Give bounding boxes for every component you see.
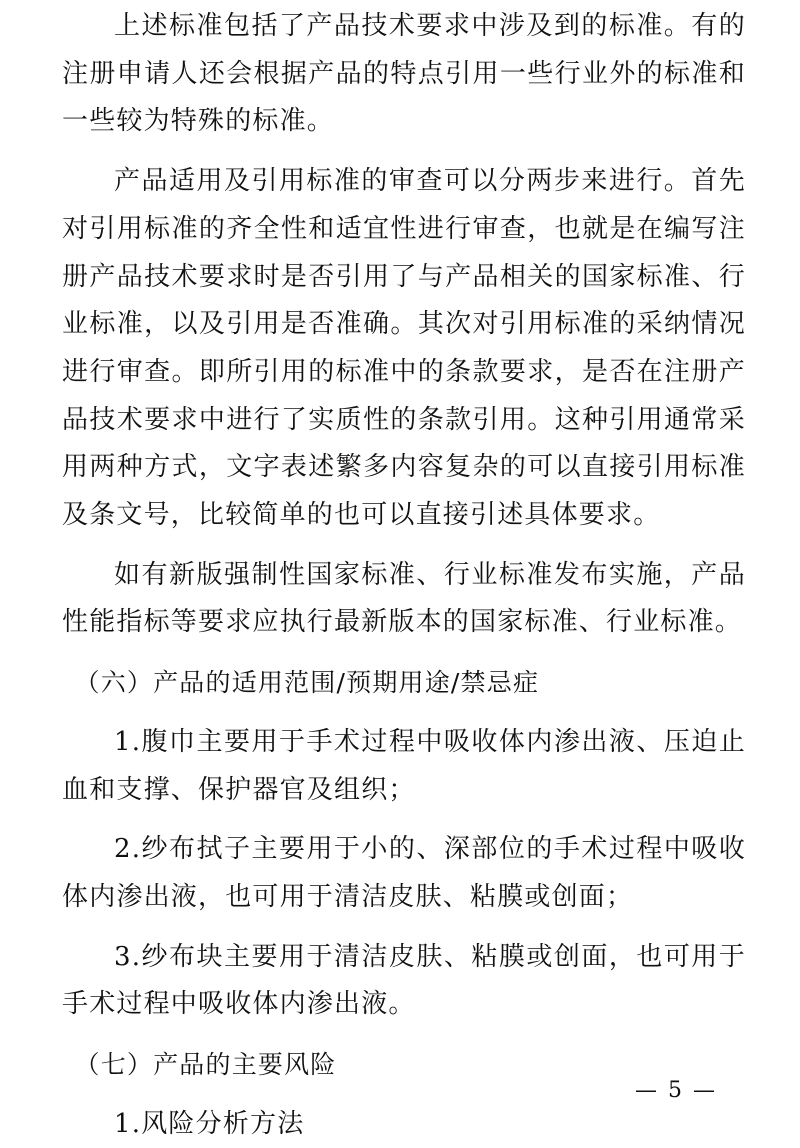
section-heading-main-risks: （七）产品的主要风险 [74, 1050, 337, 1080]
paragraph-standards-scope: 上述标准包括了产品技术要求中涉及到的标准。有的注册申请人还会根据产品的特点引用一些行业外的标准和一些较为特殊的标准。 [62, 11, 746, 137]
page-number: — 5 — [635, 1078, 717, 1103]
section-heading-scope-of-use: （六）产品的适用范围/预期用途/禁忌症 [74, 668, 540, 698]
document-page [62, 0, 746, 1148]
list-item-abdominal-pad: 1.腹巾主要用于手术过程中吸收体内渗出液、压迫止血和支撑、保护器官及组织； [62, 726, 746, 805]
paragraph-new-standards: 如有新版强制性国家标准、行业标准发布实施，产品性能指标等要求应执行最新版本的国家标准、行业标准。 [62, 559, 746, 638]
list-item-gauze-block: 3.纱布块主要用于清洁皮肤、粘膜或创面，也可用于手术过程中吸收体内渗出液。 [62, 941, 746, 1020]
list-item-risk-analysis-method: 1.风险分析方法 [114, 1108, 305, 1139]
paragraph-standards-review: 产品适用及引用标准的审查可以分两步来进行。首先对引用标准的齐全性和适宜性进行审查，也就是在编写注册产品技术要求时是否引用了与产品相关的国家标准、行业标准，以及引用是否准确。其次对引用标准的采纳情况进行审查。即所引用的标准中的条款要求，是否在注册产品技术要求中进行了实质性的条款引用。这种引用通常采用两种方式，文字表述繁多内容复杂的可以直接引用标准及条文号，比较简单的也可以直接引述具体要求。 [62, 166, 746, 531]
list-item-gauze-swab: 2.纱布拭子主要用于小的、深部位的手术过程中吸收体内渗出液，也可用于清洁皮肤、粘膜或创面； [62, 834, 746, 912]
